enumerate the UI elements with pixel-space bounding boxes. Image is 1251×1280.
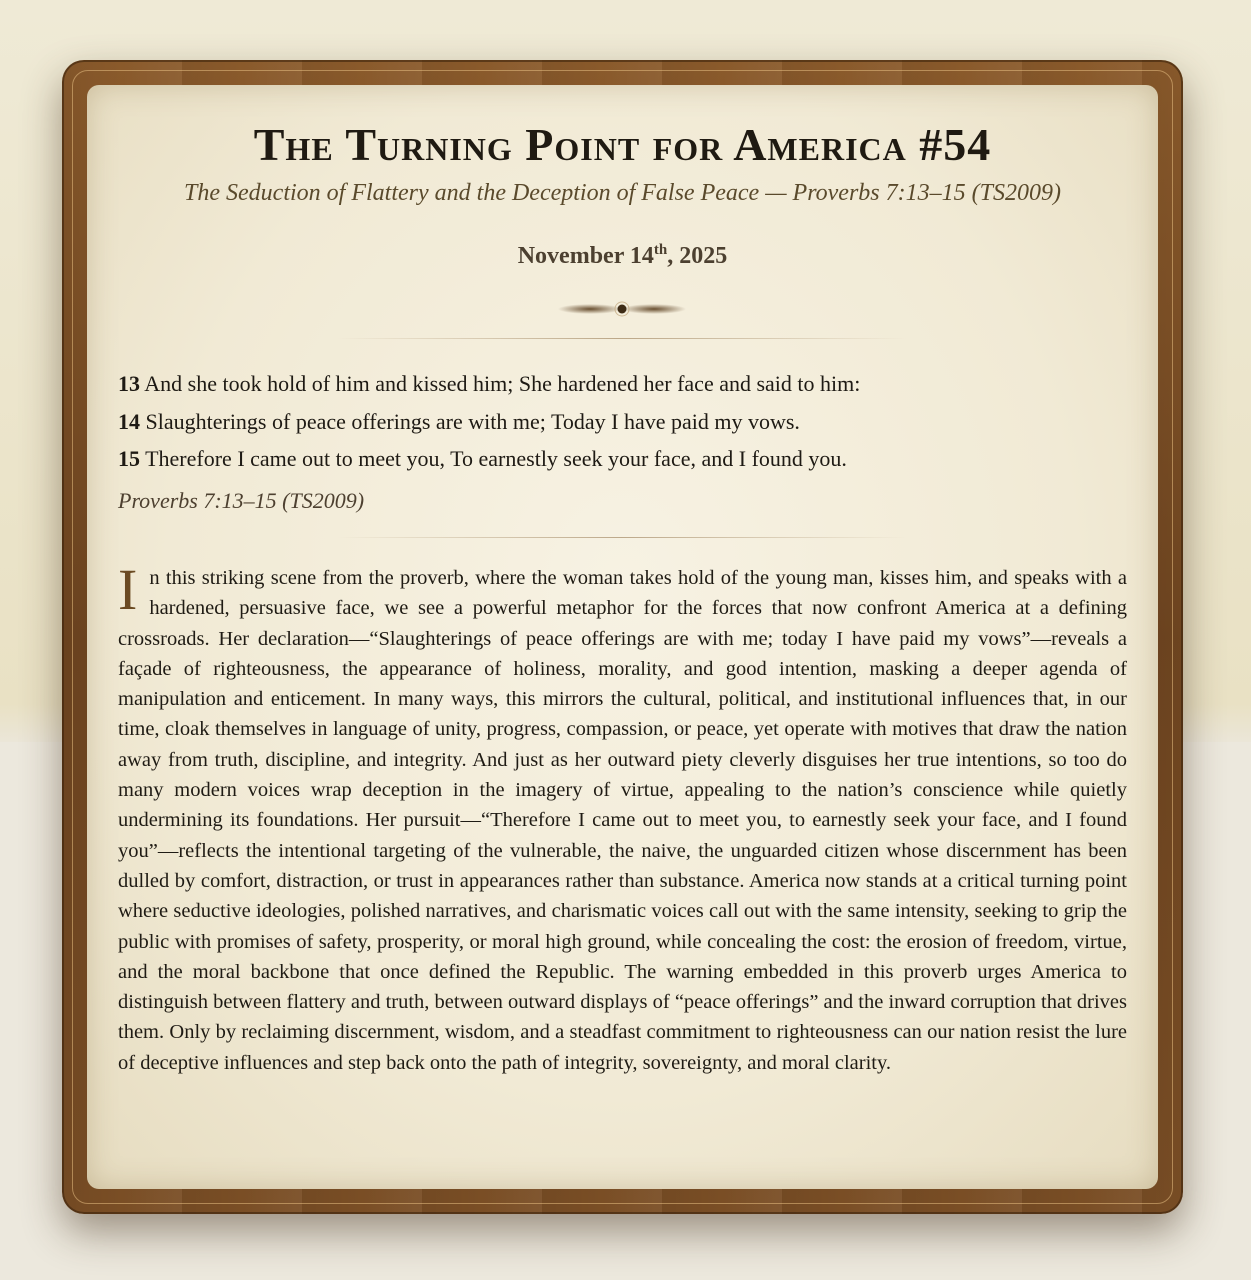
wooden-frame	[62, 60, 1183, 1214]
date-line	[87, 242, 1158, 270]
date-main: November 14	[517, 243, 654, 269]
verse-text: Therefore I came out to meet you, To earnestly seek your face, and I found you.	[140, 446, 847, 471]
divider-line	[337, 537, 907, 538]
verse-number: 13	[118, 371, 140, 396]
verse-number: 14	[118, 408, 140, 434]
date-year: , 2025	[667, 243, 728, 269]
scripture-block	[118, 365, 1127, 519]
commentary-text: n this striking scene from the proverb, where the woman takes hold of the young man, kisses him, and speaks with a hardened, persuasive face, we see a powerful metaphor for the forces that now confront America at a defining crossroads. Her declaration—“Slaughterings of peace offerings are with me; today I have paid my vows”—reveals a façade of righteousness, the appearance of holiness, morality, and good intention, masking a deeper agenda of manipulation and enticement. In many ways, this mirrors the cultural, political, and institutional influences that, in our time, cloak themselves in language of unity, progress, compassion, or peace, yet operate with motives that draw the nation away from truth, discipline, and integrity. And just as her outward piety cleverly disguises her true intentions, so too do many modern voices wrap deception in the imagery of virtue, appealing to the nation’s conscience while quietly undermining its foundations. Her pursuit—“Therefore I came out to meet you, to earnestly seek your face, and I found you”—reflects the intentional targeting of the vulnerable, the naive, the unguarded citizen whose discernment has been dulled by comfort, distraction, or trust in appearances rather than substance. America now stands at a critical turning point where seductive ideologies, polished narratives, and charismatic voices call out with the same intensity, seeking to grip the public with promises of safety, prosperity, or moral high ground, while concealing the cost: the erosion of freedom, virtue, and the moral backbone that once defined the Republic. The warning embedded in this proverb urges America to distinguish between flattery and truth, between outward displays of “peace offerings” and the inward corruption that drives them. Only by reclaiming discernment, wisdom, and a steadfast commitment to righteousness can our nation resist the lure of deceptive influences and step back onto the path of integrity, sovereignty, and moral clarity.	[118, 567, 1127, 1074]
verse-text: Slaughterings of peace offerings are with me; Today I have paid my vows.	[140, 408, 800, 434]
verse-number: 15	[118, 446, 140, 471]
commentary-paragraph	[118, 557, 1127, 1078]
scripture-reference: Proverbs 7:13–15 (TS2009)	[118, 487, 365, 513]
divider-line	[337, 338, 907, 339]
verse-line	[118, 365, 1127, 403]
parchment-card	[87, 85, 1158, 1189]
drop-cap: I	[118, 557, 138, 622]
verse-line	[118, 440, 1127, 478]
page-title: The Turning Point for America #54	[253, 119, 992, 170]
page-subtitle: The Seduction of Flattery and the Deception of False Peace — Proverbs 7:13–15 (TS2009)	[184, 180, 1061, 206]
ornament-divider-icon	[557, 299, 687, 319]
verse-text: And she took hold of him and kissed him; She hardened her face and said to him:	[140, 371, 861, 396]
verse-line	[118, 403, 1127, 441]
date-suffix: th	[653, 242, 668, 258]
